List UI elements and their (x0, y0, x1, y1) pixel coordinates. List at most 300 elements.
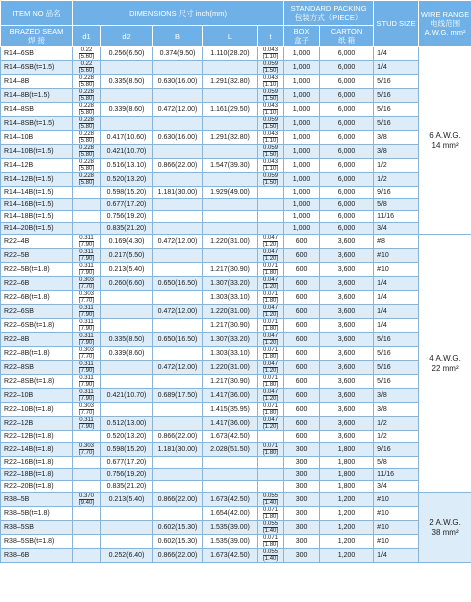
cell-stud: 9/16 (374, 187, 419, 199)
cell-item: R14–8B(t=1.5) (1, 89, 73, 103)
cell-t (258, 443, 284, 457)
cell-carton: 6,000 (320, 103, 374, 117)
header-carton (320, 26, 374, 47)
cell-l: 1.220(31.00) (203, 305, 258, 319)
cell-d2: 0.835(21.20) (101, 481, 153, 493)
table-row (1, 507, 471, 521)
cell-stud: #10 (374, 263, 419, 277)
cell-box: 1,000 (284, 75, 320, 89)
value-inch: 0.311 (79, 235, 94, 241)
wire-mm2: 22 mm² (431, 363, 459, 373)
value-mm: (1.10) (262, 82, 279, 88)
cell-t (258, 347, 284, 361)
table-row (1, 361, 471, 375)
cell-stud: 3/8 (374, 145, 419, 159)
table-row (1, 103, 471, 117)
cell-box: 600 (284, 249, 320, 263)
cell-box: 1,000 (284, 103, 320, 117)
header-brazed-seam (1, 26, 73, 47)
cell-carton: 3,600 (320, 291, 374, 305)
stacked-value (79, 443, 95, 456)
cell-d1 (73, 319, 101, 333)
cell-stud: 5/16 (374, 333, 419, 347)
value-inch: 0.059 (263, 173, 279, 179)
cell-stud: 5/16 (374, 89, 419, 103)
cell-item: R22–8SB(t=1.8) (1, 375, 73, 389)
cell-carton: 1,800 (320, 481, 374, 493)
value-inch: 0.059 (263, 145, 279, 151)
cell-stud: #10 (374, 521, 419, 535)
cell-carton: 3,600 (320, 403, 374, 417)
value-inch: 0.059 (263, 61, 279, 67)
stacked-value (263, 159, 279, 172)
value-inch: 0.043 (263, 75, 279, 81)
cell-d2: 0.677(17.20) (101, 199, 153, 211)
cell-b (153, 291, 203, 305)
value-inch: 0.059 (263, 117, 279, 123)
cell-t (258, 103, 284, 117)
stacked-value (79, 347, 95, 360)
cell-box: 600 (284, 417, 320, 431)
stacked-value (263, 75, 279, 88)
cell-item: R38–5B (1, 493, 73, 507)
cell-item: R22–12B(t=1.8) (1, 431, 73, 443)
cell-b: 0.866(22.00) (153, 493, 203, 507)
stacked-value (79, 403, 95, 416)
table-row (1, 277, 471, 291)
value-inch: 0.043 (263, 47, 279, 53)
value-mm: (7.90) (78, 256, 95, 262)
value-inch: 0.228 (78, 145, 94, 151)
cell-item: R38–6B (1, 549, 73, 563)
value-mm: (5.80) (78, 138, 95, 144)
value-mm: (5.80) (78, 152, 95, 158)
cell-t (258, 187, 284, 199)
stacked-value (263, 549, 279, 562)
cell-d2: 0.756(19.20) (101, 469, 153, 481)
value-mm: (1.80) (262, 382, 279, 388)
cell-stud: #10 (374, 249, 419, 263)
cell-item: R14–12B (1, 159, 73, 173)
stacked-value (79, 47, 95, 60)
cell-item: R14–6SB(t=1.5) (1, 61, 73, 75)
table-row (1, 403, 471, 417)
value-mm: (5.80) (78, 166, 95, 172)
cell-d2 (101, 305, 153, 319)
cell-d1 (73, 131, 101, 145)
cell-carton: 1,200 (320, 549, 374, 563)
value-mm: (1.80) (262, 326, 279, 332)
value-inch: 0.071 (263, 263, 279, 269)
cell-d2: 0.677(17.20) (101, 457, 153, 469)
table-row (1, 263, 471, 277)
cell-d2: 0.335(8.50) (101, 75, 153, 89)
cell-l: 1.415(35.95) (203, 403, 258, 417)
value-inch: 0.047 (263, 361, 279, 367)
cell-stud: 5/16 (374, 375, 419, 389)
stacked-value (263, 173, 279, 186)
cell-t (258, 291, 284, 305)
stacked-value (263, 403, 279, 416)
cell-item: R14–8B (1, 75, 73, 89)
value-inch: 0.043 (263, 159, 279, 165)
cell-box: 300 (284, 507, 320, 521)
table-row (1, 443, 471, 457)
cell-stud: 5/16 (374, 347, 419, 361)
cell-d1 (73, 507, 101, 521)
value-mm: (1.50) (262, 68, 279, 74)
cell-d2: 0.256(6.50) (101, 47, 153, 61)
table-row (1, 235, 471, 249)
value-mm: (1.80) (262, 298, 279, 304)
cell-stud: 1/2 (374, 159, 419, 173)
table-row (1, 61, 471, 75)
cell-d2: 0.598(15.20) (101, 443, 153, 457)
cell-carton: 3,600 (320, 277, 374, 291)
value-mm: (5.60) (78, 54, 95, 60)
cell-carton: 6,000 (320, 61, 374, 75)
cell-item: R22–6SB (1, 305, 73, 319)
stacked-value (263, 249, 279, 262)
cell-l: 1.673(42.50) (203, 549, 258, 563)
value-mm: (1.80) (262, 410, 279, 416)
stacked-value (79, 389, 95, 402)
cell-d2 (101, 61, 153, 75)
cell-t (258, 173, 284, 187)
cell-d2 (101, 89, 153, 103)
value-mm: (7.90) (78, 340, 95, 346)
value-mm: (7.90) (78, 270, 95, 276)
value-mm: (7.70) (78, 410, 95, 416)
table-row (1, 375, 471, 389)
cell-box: 600 (284, 235, 320, 249)
cell-l (203, 469, 258, 481)
stacked-value (263, 521, 279, 534)
cell-b: 0.866(22.00) (153, 159, 203, 173)
cell-b: 0.866(22.00) (153, 431, 203, 443)
table-row (1, 131, 471, 145)
cell-b: 0.650(16.50) (153, 333, 203, 347)
cell-d2: 0.335(8.50) (101, 333, 153, 347)
stacked-value (263, 305, 279, 318)
cell-stud: 3/8 (374, 403, 419, 417)
cell-stud: 5/16 (374, 361, 419, 375)
cell-b (153, 417, 203, 431)
cell-d1 (73, 347, 101, 361)
value-inch: 0.047 (263, 305, 279, 311)
table-row (1, 173, 471, 187)
cell-d2: 0.598(15.20) (101, 187, 153, 199)
cell-carton: 6,000 (320, 145, 374, 159)
wire-awg: 2 A.W.G. (429, 517, 461, 527)
cell-l: 1.307(33.20) (203, 333, 258, 347)
stacked-value (263, 443, 279, 456)
value-mm: (1.20) (262, 368, 279, 374)
cell-d1 (73, 235, 101, 249)
cell-stud: 5/8 (374, 457, 419, 469)
table-row (1, 417, 471, 431)
cell-t (258, 481, 284, 493)
value-inch: 0.311 (79, 361, 94, 367)
value-inch: 0.303 (78, 277, 94, 283)
stacked-value (79, 249, 95, 262)
value-mm: (1.40) (262, 500, 279, 506)
value-inch: 0.303 (78, 291, 94, 297)
cell-item: R22–12B (1, 417, 73, 431)
cell-d1 (73, 159, 101, 173)
value-mm: (1.10) (262, 166, 279, 172)
cell-t (258, 469, 284, 481)
value-mm: (1.20) (262, 242, 279, 248)
cell-carton: 3,600 (320, 305, 374, 319)
cell-item: R22–20B(t=1.8) (1, 481, 73, 493)
header-d1: d1 (73, 26, 101, 47)
cell-d2 (101, 319, 153, 333)
cell-carton: 6,000 (320, 187, 374, 199)
cell-stud: #10 (374, 507, 419, 521)
cell-l (203, 223, 258, 235)
cell-d2: 0.339(8.60) (101, 103, 153, 117)
value-mm: (1.20) (262, 424, 279, 430)
stacked-value (263, 117, 279, 130)
value-inch: 0.311 (79, 305, 94, 311)
cell-t (258, 361, 284, 375)
value-mm: (1.40) (262, 528, 279, 534)
cell-box: 300 (284, 535, 320, 549)
cell-box: 1,000 (284, 159, 320, 173)
cell-box: 300 (284, 481, 320, 493)
value-inch: 0.071 (263, 403, 279, 409)
value-mm: (7.90) (78, 312, 95, 318)
cell-t (258, 235, 284, 249)
cell-t (258, 319, 284, 333)
cell-item: R22–8SB (1, 361, 73, 375)
cell-box: 600 (284, 291, 320, 305)
wire-unit: A.W.G. mm² (424, 28, 466, 37)
cell-l: 1.929(49.00) (203, 187, 258, 199)
table-row (1, 75, 471, 89)
cell-d1 (73, 145, 101, 159)
cell-box: 600 (284, 403, 320, 417)
cell-d2: 0.756(19.20) (101, 211, 153, 223)
cell-carton: 1,800 (320, 443, 374, 457)
cell-t (258, 457, 284, 469)
cell-b: 0.472(12.00) (153, 361, 203, 375)
value-mm: (5.80) (78, 96, 95, 102)
value-inch: 0.059 (263, 89, 279, 95)
cell-t (258, 507, 284, 521)
cell-carton: 3,600 (320, 375, 374, 389)
wire-awg: 4 A.W.G. (429, 353, 461, 363)
table-row (1, 481, 471, 493)
cell-b (153, 117, 203, 131)
cell-l (203, 117, 258, 131)
stacked-value (79, 61, 95, 74)
cell-d1 (73, 361, 101, 375)
cell-stud: 1/2 (374, 431, 419, 443)
stacked-value (79, 263, 95, 276)
cell-d2: 0.260(6.60) (101, 277, 153, 291)
cell-carton: 3,600 (320, 235, 374, 249)
cell-d1 (73, 431, 101, 443)
value-mm: (7.90) (78, 242, 95, 248)
cell-b (153, 507, 203, 521)
value-inch: 0.22 (80, 47, 93, 53)
cell-carton: 3,600 (320, 361, 374, 375)
cell-stud: 1/4 (374, 47, 419, 61)
box-title: BOX (293, 27, 310, 36)
value-inch: 0.228 (78, 117, 94, 123)
value-mm: (1.10) (262, 138, 279, 144)
stacked-value (79, 417, 95, 430)
cell-d1 (73, 521, 101, 535)
cell-d1 (73, 291, 101, 305)
cell-l (203, 61, 258, 75)
cell-box: 600 (284, 263, 320, 277)
value-mm: (5.80) (78, 82, 95, 88)
value-inch: 0.303 (78, 403, 94, 409)
cell-carton: 1,200 (320, 535, 374, 549)
value-inch: 0.228 (78, 159, 94, 165)
table-row (1, 389, 471, 403)
cell-box: 1,000 (284, 117, 320, 131)
packing-subtitle: 包装方式（PIECE） (294, 13, 363, 22)
cell-box: 300 (284, 443, 320, 457)
stacked-value (263, 235, 279, 248)
cell-carton: 6,000 (320, 223, 374, 235)
cell-b: 0.689(17.50) (153, 389, 203, 403)
cell-d2: 0.835(21.20) (101, 223, 153, 235)
cell-item: R22–6B(t=1.8) (1, 291, 73, 305)
cell-box: 1,000 (284, 61, 320, 75)
cell-item: R38–5SB (1, 521, 73, 535)
cell-d2 (101, 375, 153, 389)
cell-carton: 3,600 (320, 249, 374, 263)
cell-item: R14–18B(t=1.5) (1, 211, 73, 223)
cell-carton: 3,600 (320, 417, 374, 431)
cell-box: 600 (284, 319, 320, 333)
cell-b: 0.866(22.00) (153, 549, 203, 563)
cell-carton: 6,000 (320, 211, 374, 223)
cell-l: 2.028(51.50) (203, 443, 258, 457)
cell-item: R22–5B (1, 249, 73, 263)
value-mm: (1.20) (262, 340, 279, 346)
stacked-value (263, 61, 279, 74)
cell-stud: 5/16 (374, 103, 419, 117)
cell-t (258, 223, 284, 235)
cell-d2: 0.213(5.40) (101, 263, 153, 277)
carton-title: CARTON (330, 27, 363, 36)
cell-carton: 1,800 (320, 469, 374, 481)
spec-table-body (1, 47, 471, 563)
wire-range-cell (419, 235, 471, 493)
cell-d1 (73, 493, 101, 507)
value-mm: (1.50) (262, 180, 279, 186)
value-mm: (7.90) (78, 382, 95, 388)
seam-title: BRAZED SEAM (9, 27, 64, 36)
cell-stud: 5/16 (374, 117, 419, 131)
cell-d2: 0.252(6.40) (101, 549, 153, 563)
cell-d1 (73, 333, 101, 347)
cell-carton: 1,200 (320, 493, 374, 507)
header-item-no: ITEM NO 品名 (1, 1, 73, 26)
cell-carton: 3,600 (320, 389, 374, 403)
cell-b: 0.472(12.00) (153, 235, 203, 249)
value-mm: (1.50) (262, 124, 279, 130)
value-inch: 0.071 (263, 535, 279, 541)
cell-b (153, 403, 203, 417)
cell-box: 1,000 (284, 199, 320, 211)
cell-b (153, 469, 203, 481)
stacked-value (79, 375, 95, 388)
value-inch: 0.311 (79, 417, 94, 423)
cell-l: 1.220(31.00) (203, 361, 258, 375)
value-inch: 0.071 (263, 347, 279, 353)
stacked-value (79, 235, 95, 248)
value-inch: 0.071 (263, 291, 279, 297)
stacked-value (263, 277, 279, 290)
cell-d2: 0.516(13.10) (101, 159, 153, 173)
cell-stud: 3/8 (374, 131, 419, 145)
cell-b (153, 145, 203, 159)
cell-t (258, 159, 284, 173)
cell-t (258, 117, 284, 131)
cell-item: R14–16B(t=1.5) (1, 199, 73, 211)
cell-l (203, 211, 258, 223)
cell-stud: 3/8 (374, 389, 419, 403)
table-row (1, 333, 471, 347)
cell-carton: 3,600 (320, 347, 374, 361)
cell-carton: 1,200 (320, 507, 374, 521)
stacked-value (79, 89, 95, 102)
value-inch: 0.055 (263, 493, 279, 499)
cell-box: 1,000 (284, 89, 320, 103)
cell-d1 (73, 549, 101, 563)
stacked-value (79, 173, 95, 186)
cell-stud: 1/4 (374, 291, 419, 305)
cell-box: 600 (284, 347, 320, 361)
cell-d1 (73, 277, 101, 291)
cell-b: 0.602(15.30) (153, 521, 203, 535)
cell-l: 1.291(32.80) (203, 131, 258, 145)
stacked-value (263, 319, 279, 332)
cell-carton: 6,000 (320, 131, 374, 145)
cell-b (153, 211, 203, 223)
cell-box: 1,000 (284, 211, 320, 223)
cell-l (203, 457, 258, 469)
carton-subtitle: 纸 箱 (338, 36, 356, 45)
cell-b: 1.181(30.00) (153, 443, 203, 457)
cell-box: 300 (284, 457, 320, 469)
stacked-value (79, 361, 95, 374)
table-row (1, 249, 471, 263)
cell-b: 0.630(16.00) (153, 131, 203, 145)
value-inch: 0.071 (263, 443, 279, 449)
cell-item: R38–5B(t=1.8) (1, 507, 73, 521)
cell-l: 1.673(42.50) (203, 493, 258, 507)
cell-box: 300 (284, 493, 320, 507)
cell-item: R22–6SB(t=1.8) (1, 319, 73, 333)
value-inch: 0.22 (80, 61, 93, 67)
value-mm: (1.80) (262, 514, 279, 520)
table-row (1, 521, 471, 535)
value-mm: (1.10) (262, 110, 279, 116)
cell-b (153, 457, 203, 469)
table-row (1, 187, 471, 199)
cell-t (258, 131, 284, 145)
cell-d1 (73, 263, 101, 277)
value-mm: (7.70) (78, 298, 95, 304)
